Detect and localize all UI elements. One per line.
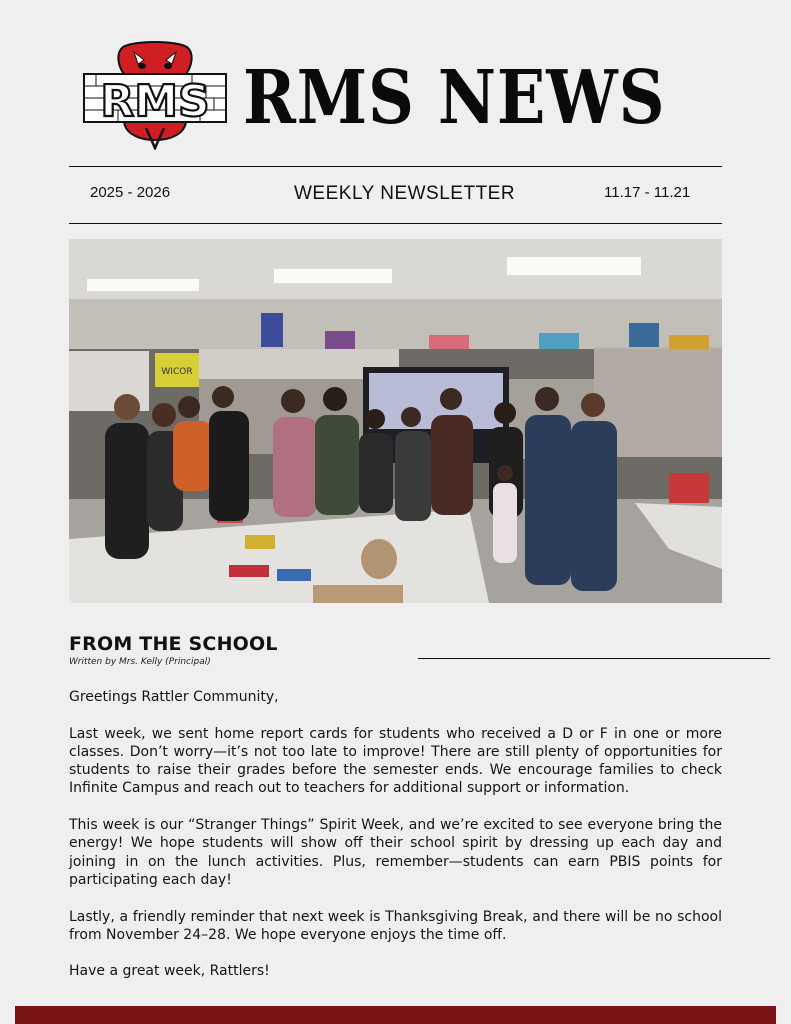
article-byline: Written by Mrs. Kelly (Principal) bbox=[69, 657, 211, 667]
newsletter-header bbox=[0, 0, 791, 165]
rms-snake-logo bbox=[82, 40, 228, 150]
header-rule-bottom bbox=[69, 223, 722, 224]
week-dates: 11.17 - 11.21 bbox=[604, 184, 691, 201]
group-photo-image bbox=[69, 239, 722, 603]
footer-bar bbox=[15, 1006, 776, 1024]
logo-letters: RMS bbox=[100, 76, 210, 127]
newsletter-subtitle: WEEKLY NEWSLETTER bbox=[294, 183, 516, 204]
article-paragraph: This week is our “Stranger Things” Spirit Week, and we’re excited to see everyone bring the energy! We hope students will show off their school spirit by dressing up each day and joining in on the lunch activities. Plus, remember—students can earn PBIS points for participating each day! bbox=[69, 817, 722, 888]
article-paragraph: Have a great week, Rattlers! bbox=[69, 963, 270, 980]
article-body bbox=[69, 688, 722, 999]
masthead-title: RMS NEWS bbox=[243, 55, 666, 141]
section-title-rule bbox=[418, 658, 770, 659]
article-paragraph: Lastly, a friendly reminder that next week is Thanksgiving Break, and there will be no school from November 24–28. We hope everyone enjoys the time off. bbox=[69, 908, 722, 943]
classroom-photo-illustration bbox=[69, 239, 722, 603]
school-year: 2025 - 2026 bbox=[90, 184, 171, 201]
article-paragraph: Greetings Rattler Community, bbox=[69, 689, 279, 705]
section-title: FROM THE SCHOOL bbox=[69, 633, 278, 655]
poster-label: WICOR bbox=[161, 367, 193, 377]
header-rule-top bbox=[69, 166, 722, 167]
article-paragraph: Last week, we sent home report cards for students who received a D or F in one or more classes. Don’t worry—it’s not too late to improve! There are still plenty of opportunities for students to raise their grades before the semester ends. We encourage families to check Infinite Campus and reach out to teachers for additional support or information. bbox=[69, 725, 722, 797]
